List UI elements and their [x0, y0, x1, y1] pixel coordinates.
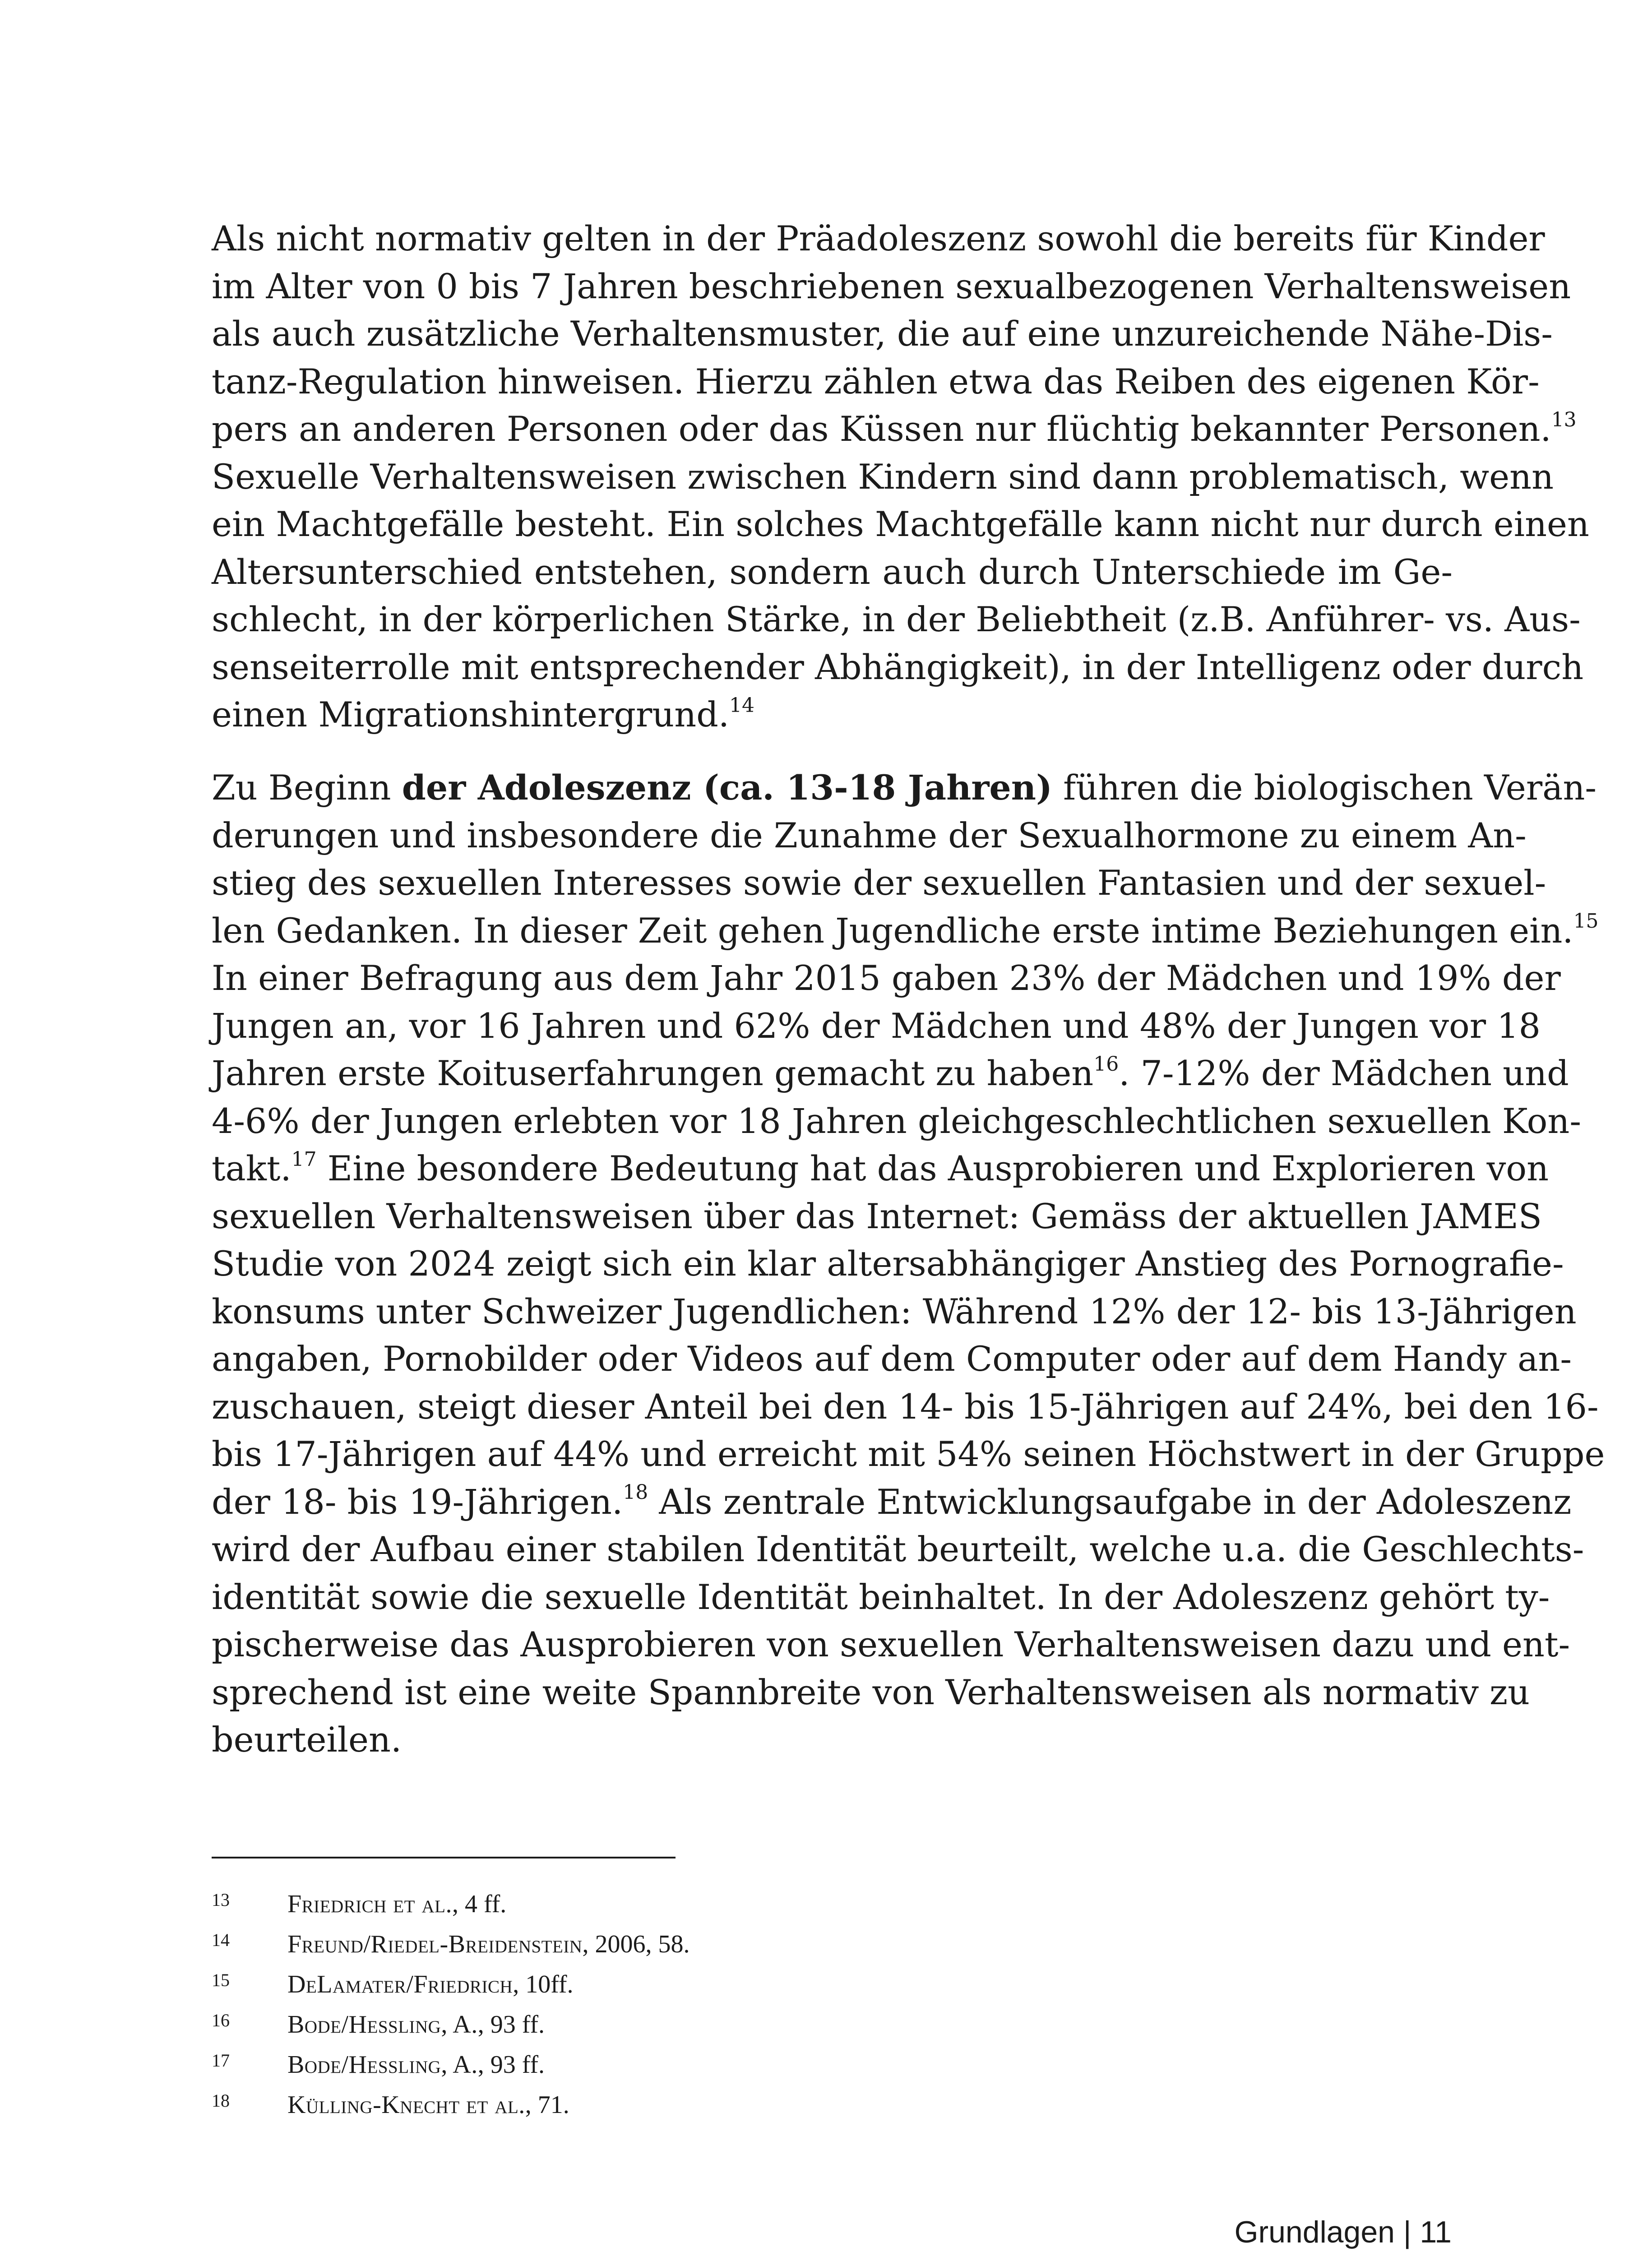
footnote-text	[287, 1885, 506, 1923]
text-line: Als nicht normativ gelten in der Präadoleszenz sowohl die bereits für Kinder	[212, 218, 1545, 259]
footnote-16	[212, 2006, 1430, 2046]
footnote-ref: 13	[1551, 408, 1577, 431]
text-line: Altersunterschied entstehen, sondern auch durch Unterschiede im Ge-	[212, 551, 1453, 592]
footnote-ref: 16	[1093, 1052, 1119, 1076]
text-line: im Alter von 0 bis 7 Jahren beschriebenen sexualbezogenen Verhaltensweisen	[212, 266, 1571, 306]
paragraph-adolescence	[212, 764, 1605, 1764]
text-line: In einer Befragung aus dem Jahr 2015 gaben 23% der Mädchen und 19% der	[212, 958, 1561, 998]
footnote-author: DeLamater/Friedrich	[287, 1970, 513, 1998]
text-line: pischerweise das Ausprobieren von sexuellen Verhaltensweisen dazu und ent-	[212, 1624, 1570, 1664]
text-line	[212, 1049, 1569, 1097]
text-line-content: Eine besondere Bedeutung hat das Ausprobieren und Explorieren von	[316, 1148, 1549, 1188]
paragraph-preadolescence	[212, 215, 1589, 739]
text-line: schlecht, in der körperlichen Stärke, in der Beliebtheit (z.B. Anführer- vs. Aus-	[212, 599, 1581, 639]
footnote-author: Külling-Knecht et al.	[287, 2091, 525, 2119]
text-line	[212, 907, 1599, 955]
text-line: identität sowie die sexuelle Identität beinhaltet. In der Adoleszenz gehört ty-	[212, 1576, 1550, 1617]
text-line: wird der Aufbau einer stabilen Identität beurteilt, welche u.a. die Geschlechts-	[212, 1529, 1584, 1569]
footnote-15	[212, 1965, 1430, 2006]
page-footer: Grundlagen | 11	[1234, 2215, 1452, 2249]
footnote-number: 13	[212, 1890, 230, 1910]
footnote-text	[287, 1925, 689, 1963]
text-line	[212, 691, 1453, 739]
text-line-content: führen die biologischen Verän-	[1052, 767, 1597, 808]
text-line: sexuellen Verhaltensweisen über das Internet: Gemäss der aktuellen JAMES	[212, 1196, 1542, 1236]
footnotes	[212, 1885, 1430, 2126]
text-line: senseiterrolle mit entsprechender Abhängigkeit), in der Intelligenz oder durch	[212, 647, 1584, 687]
text-line: bis 17-Jährigen auf 44% und erreicht mit 54% seinen Höchstwert in der Gruppe	[212, 1434, 1605, 1474]
footnote-citation: , 10ff.	[513, 1970, 574, 1998]
footnote-ref: 14	[729, 693, 755, 717]
footnote-text	[287, 1965, 573, 2003]
text-line: Studie von 2024 zeigt sich ein klar altersabhängiger Anstieg des Pornografie-	[212, 1244, 1564, 1284]
footnote-citation: , 2006, 58.	[582, 1930, 690, 1958]
footnote-number: 15	[212, 1970, 230, 1990]
footnote-number: 18	[212, 2090, 230, 2111]
footnote-text	[287, 2086, 569, 2124]
footnote-13	[212, 1885, 1430, 1925]
footnote-ref: 18	[623, 1481, 648, 1504]
text-line-content: der 18- bis 19-Jährigen.	[212, 1481, 623, 1522]
footnote-citation: , 71.	[525, 2091, 569, 2119]
text-line: angaben, Pornobilder oder Videos auf dem Computer oder auf dem Handy an-	[212, 1339, 1572, 1379]
footnote-citation: , 93 ff.	[477, 2051, 545, 2079]
footnote-number: 14	[212, 1930, 230, 1950]
text-line	[212, 1145, 1549, 1193]
text-line-content: einen Migrationshintergrund.	[212, 694, 730, 735]
footnote-author: Friedrich et al.	[287, 1890, 452, 1918]
text-line: 4-6% der Jungen erlebten vor 18 Jahren gleichgeschlechtlichen sexuellen Kon-	[212, 1100, 1582, 1141]
text-line: tanz-Regulation hinweisen. Hierzu zählen etwa das Reiben des eigenen Kör-	[212, 361, 1540, 402]
footnote-author: Freund/Riedel-Breidenstein	[287, 1930, 583, 1958]
text-line-content: pers an anderen Personen oder das Küssen nur flüchtig bekannter Personen.	[212, 409, 1551, 449]
footnote-ref: 17	[291, 1147, 317, 1171]
text-line: beurteilen.	[212, 1720, 402, 1760]
footnote-number: 17	[212, 2050, 230, 2071]
text-line: zuschauen, steigt dieser Anteil bei den 14- bis 15-Jährigen auf 24%, bei den 16-	[212, 1386, 1599, 1427]
text-line-content: takt.	[212, 1148, 292, 1188]
text-line: als auch zusätzliche Verhaltensmuster, die auf eine unzureichende Nähe-Dis-	[212, 314, 1553, 354]
footnote-ref: 15	[1573, 910, 1599, 933]
bold-term: der Adoleszenz (ca. 13-18 Jahren)	[402, 767, 1052, 808]
footnote-18	[212, 2086, 1430, 2126]
footnote-text	[287, 2006, 545, 2043]
text-line: sprechend ist eine weite Spannbreite von Verhaltensweisen als normativ zu	[212, 1672, 1530, 1712]
text-line: konsums unter Schweizer Jugendlichen: Während 12% der 12- bis 13-Jährigen	[212, 1291, 1577, 1331]
text-line-content: . 7-12% der Mädchen und	[1119, 1053, 1569, 1093]
text-line: stieg des sexuellen Interesses sowie der sexuellen Fantasien und der sexuel-	[212, 863, 1546, 903]
footnote-author: Bode/Hessling, A.	[287, 2011, 478, 2039]
footnote-separator	[212, 1857, 676, 1858]
footnote-author: Bode/Hessling, A.	[287, 2051, 478, 2079]
text-line	[212, 405, 1577, 453]
footnote-text	[287, 2046, 545, 2084]
footnote-14	[212, 1925, 1430, 1965]
footnote-17	[212, 2046, 1430, 2086]
footnote-number: 16	[212, 2010, 230, 2030]
text-line: Jungen an, vor 16 Jahren und 62% der Mädchen und 48% der Jungen vor 18	[212, 1005, 1541, 1046]
text-line-content: Zu Beginn	[212, 767, 402, 808]
text-line: derungen und insbesondere die Zunahme der Sexualhormone zu einem An-	[212, 815, 1527, 855]
text-line-content: Jahren erste Koituserfahrungen gemacht zu haben	[212, 1053, 1094, 1093]
text-line: Sexuelle Verhaltensweisen zwischen Kindern sind dann problematisch, wenn	[212, 456, 1554, 497]
text-line: ein Machtgefälle besteht. Ein solches Machtgefälle kann nicht nur durch einen	[212, 504, 1589, 544]
text-line-content: len Gedanken. In dieser Zeit gehen Jugendliche erste intime Beziehungen ein.	[212, 910, 1573, 951]
text-line	[212, 1478, 1572, 1526]
footnote-citation: , 4 ff.	[452, 1890, 507, 1918]
text-line-content: Als zentrale Entwicklungsaufgabe in der Adoleszenz	[648, 1481, 1572, 1522]
footnote-citation: , 93 ff.	[477, 2011, 545, 2039]
text-line	[212, 764, 1597, 812]
